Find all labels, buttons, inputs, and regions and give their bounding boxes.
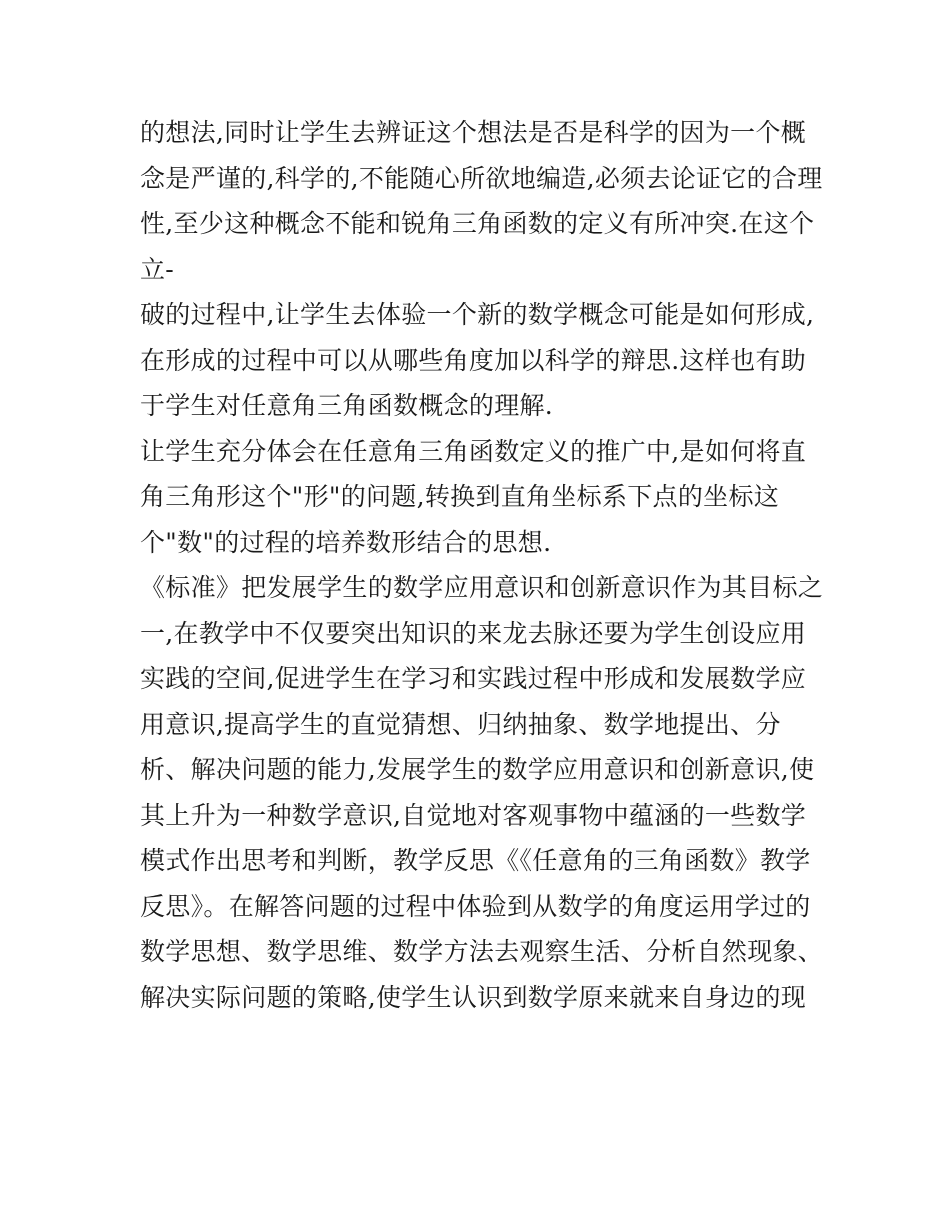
text-line: 《标准》把发展学生的数学应用意识和创新意识作为其目标之 — [140, 573, 824, 602]
text-line: 一,在教学中不仅要突出知识的来龙去脉还要为学生创设应用 — [140, 618, 807, 648]
text-line: 破的过程中,让学生去体验一个新的数学概念可能是如何形成, — [140, 300, 815, 329]
text-line: 数学思想、数学思维、数学方法去观察生活、分析自然现象、 — [140, 937, 824, 966]
text-line: 反思》。在解答问题的过程中体验到从数学的角度运用学过的 — [140, 891, 811, 921]
text-line: 角三角形这个"形"的问题,转换到直角坐标系下点的坐标这 — [140, 482, 780, 511]
text-line: 解决实际问题的策略,使学生认识到数学原来就来自身边的现 — [140, 982, 807, 1012]
text-line: 用意识,提高学生的直觉猜想、归纳抽象、数学地提出、分 — [140, 709, 781, 739]
text-line: 立- — [140, 254, 175, 284]
text-line: 于学生对任意角三角函数概念的理解. — [140, 391, 554, 420]
text-line: 性,至少这种概念不能和锐角三角函数的定义有所冲突.在这个 — [140, 209, 815, 238]
text-line: 让学生充分体会在任意角三角函数定义的推广中,是如何将直 — [140, 436, 807, 466]
text-line: 的想法,同时让学生去辨证这个想法是否是科学的因为一个概 — [140, 118, 807, 147]
text-line: 其上升为一种数学意识,自觉地对客观事物中蕴涵的一些数学 — [140, 800, 807, 830]
text-line: 模式作出思考和判断，教学反思《《任意角的三角函数》教学 — [140, 846, 811, 875]
text-line: 在形成的过程中可以从哪些角度加以科学的辩思.这样也有助 — [140, 345, 807, 375]
body-text — [140, 110, 840, 1020]
text-line: 实践的空间,促进学生在学习和实践过程中形成和发展数学应 — [140, 664, 807, 693]
text-line: 析、解决问题的能力,发展学生的数学应用意识和创新意识,使 — [140, 755, 815, 784]
text-line: 念是严谨的,科学的,不能随心所欲地编造,必须去论证它的合理 — [140, 163, 823, 193]
text-line: 个"数"的过程的培养数形结合的思想. — [140, 527, 552, 557]
